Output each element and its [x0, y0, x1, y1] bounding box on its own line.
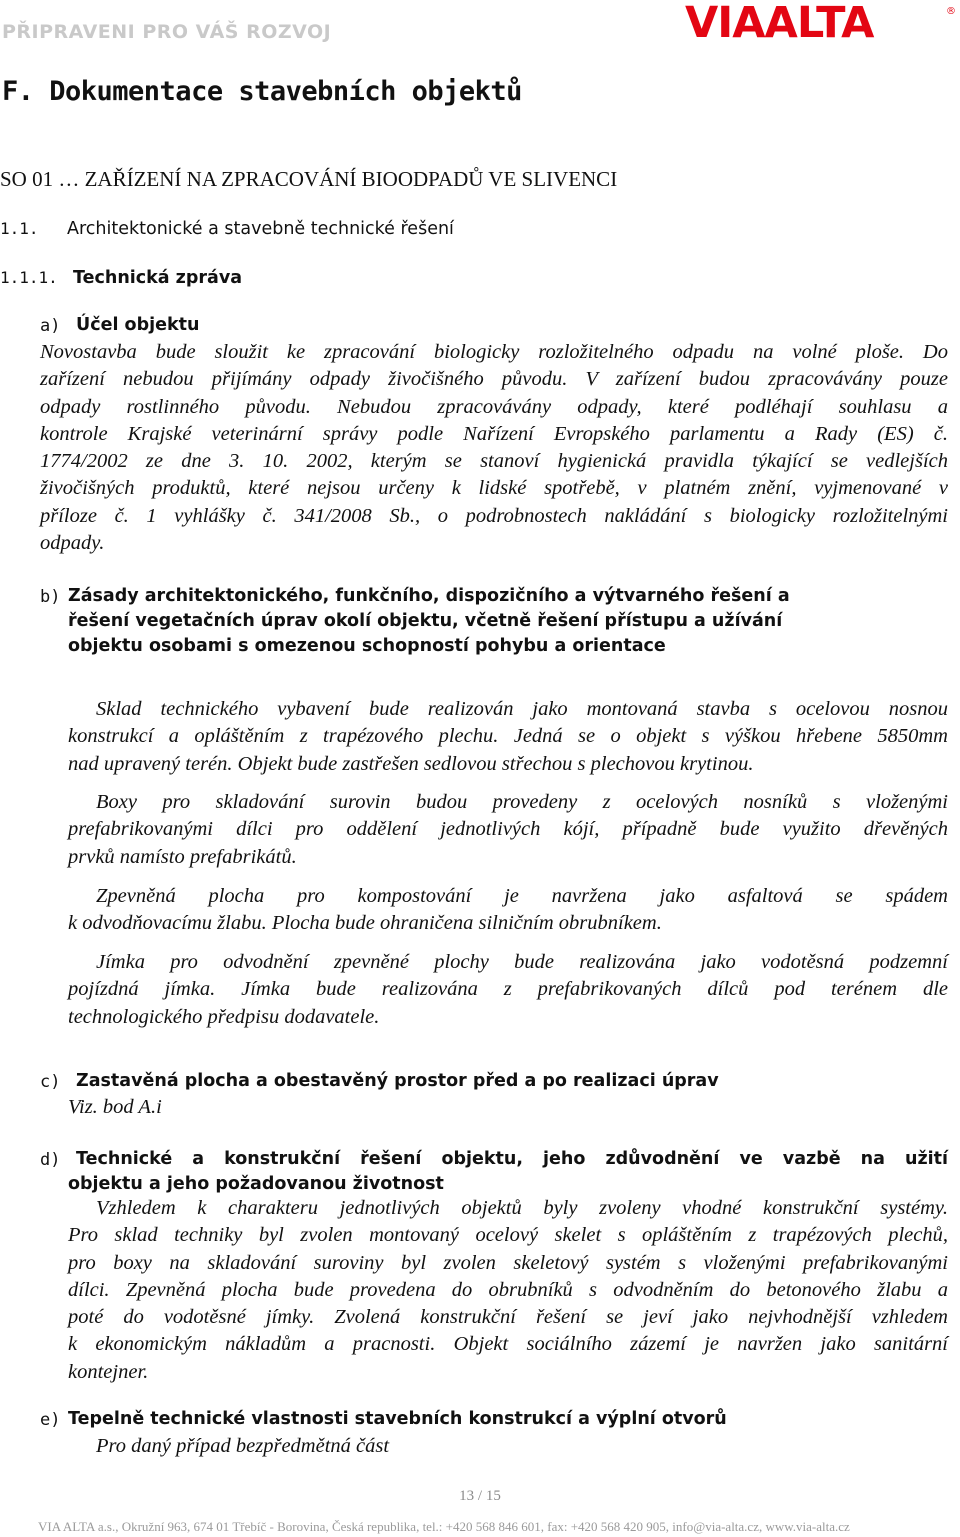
text-line: 1774/2002 ze dne 3. 10. 2002, kterým se stanoví hygienická pravidla týkající se vedlejších: [40, 450, 948, 473]
company-logo: [683, 0, 960, 48]
item-b-paragraph-4: [68, 949, 948, 1031]
section-1-1-1: [0, 268, 243, 288]
text-line: prvků namísto prefabrikátů.: [68, 845, 297, 868]
item-b-title: [68, 584, 928, 659]
item-a-label: a): [40, 316, 61, 336]
item-e-text: [96, 1433, 389, 1460]
item-b-label: b): [40, 587, 61, 607]
title-line: Zásady architektonického, funkčního, dispozičního a výtvarného řešení a: [68, 586, 790, 606]
text-line: Zpevněná plocha pro kompostování je navržena jako asfaltová se spádem: [96, 885, 948, 907]
item-a-title: Účel objektu: [76, 315, 200, 335]
item-d-paragraph: [68, 1195, 948, 1386]
text-line: kontejner.: [68, 1360, 149, 1383]
section-title: Technická zpráva: [73, 268, 243, 288]
text-line: Novostavba bude sloužit ke zpracování biologicky rozložitelného odpadu na volné ploše. Do: [40, 341, 948, 363]
section-title: Architektonické a stavebně technické řešení: [67, 219, 454, 239]
title-line: řešení vegetačních úprav okolí objektu, včetně řešení přístupu a užívání: [68, 611, 783, 631]
text-line: živočišných produktů, které nejsou určeny k lidské spotřebě, v platném znění, vyjmenované v: [40, 477, 948, 500]
item-d-label: d): [40, 1150, 61, 1170]
text-line: nad upravený terén. Objekt bude zastřešen sedlovou střechou s plechovou krytinou.: [68, 752, 754, 775]
text-line: pro boxy na skladování suroviny byl zvolen skeletový systém s vloženými prefabrikovanými: [68, 1251, 948, 1274]
item-b-paragraph-3: [68, 883, 948, 938]
text-line: zařízení nebudou přijímány odpady živočišného původu. V zařízení budou zpracovávány pouze: [40, 368, 948, 391]
logo-text: VIAALTA: [685, 0, 874, 48]
item-e-label: e): [40, 1410, 61, 1430]
text-line: Sklad technického vybavení bude realizován jako montovaná stavba s ocelovou nosnou: [96, 698, 948, 720]
footer-contact: VIA ALTA a.s., Okružní 963, 674 01 Třebíč - Borovina, Česká republika, tel.: +420 568 846 601, fax: +420 568 420 905, info@via-alta.cz, www.via-alta.cz: [38, 1519, 850, 1534]
item-c-text: [68, 1094, 162, 1121]
title-line: objektu osobami s omezenou schopností pohybu a orientace: [68, 636, 666, 656]
text-line: Pro daný případ bezpředmětná část: [96, 1435, 390, 1457]
text-line: poté do vodotěsné jímky. Zvolená konstrukční řešení se jeví jako nejvhodnější vzhledem: [68, 1306, 948, 1329]
page-number: 13 / 15: [459, 1488, 501, 1504]
document-title: F. Dokumentace stavebních objektů: [2, 76, 522, 107]
text-line: Boxy pro skladování surovin budou provedeny z ocelových nosníků s vloženými: [96, 791, 948, 813]
registered-mark: ®: [946, 6, 956, 17]
item-d-title: [76, 1147, 948, 1172]
text-line: příloze č. 1 vyhlášky č. 341/2008 Sb., o podrobnostech nakládání s biologicky rozložitelnými: [40, 504, 948, 527]
text-line: Pro sklad techniky byl zvolen montovaný ocelový skelet s opláštěním z trapézových plechů,: [68, 1224, 948, 1247]
text-line: prefabrikovanými dílci pro oddělení jednotlivých kójí, případně bude využito dřevěných: [68, 818, 948, 841]
item-e-title: Tepelně technické vlastnosti stavebních konstrukcí a výplní otvorů: [68, 1409, 727, 1429]
item-a-paragraph: [40, 339, 948, 557]
text-line: Jímka pro odvodnění zpevněné plochy bude realizována jako vodotěsná podzemní: [96, 951, 948, 973]
item-c-label: c): [40, 1072, 61, 1092]
text-line: dílci. Zpevněná plocha bude provedena do obrubníků s odvodněním do betonového žlabu a: [68, 1278, 948, 1301]
text-line: Viz. bod A.i: [68, 1096, 162, 1118]
title-line: Technické a konstrukční řešení objektu, jeho zdůvodnění ve vazbě na užití: [76, 1149, 948, 1169]
text-line: k odvodňovacímu žlabu. Plocha bude ohraničena silničním obrubníkem.: [68, 912, 662, 935]
item-b-paragraph-2: [68, 789, 948, 871]
text-line: konstrukcí a opláštěním z trapézového plechu. Jedná se o objekt s výškou hřebene 5850mm: [68, 725, 948, 748]
header-tagline: PŘIPRAVENI PRO VÁŠ ROZVOJ: [2, 21, 332, 43]
text-line: k ekonomickým nákladům a pracnosti. Objekt sociálního zázemí je navržen jako sanitární: [68, 1333, 948, 1356]
text-line: odpady.: [40, 532, 105, 555]
text-line: Vzhledem k charakteru jednotlivých objektů byly zvoleny vhodné konstrukční systémy.: [96, 1197, 948, 1219]
text-line: kontrole Krajské veterinární správy podle Nařízení Evropského parlamentu a Rady (ES) č.: [40, 422, 948, 445]
object-heading: SO 01 … ZAŘÍZENÍ NA ZPRACOVÁNÍ BIOODPADŮ VE SLIVENCI: [0, 167, 618, 191]
item-d-title-line-2: objektu a jeho požadovanou životnost: [68, 1174, 444, 1194]
text-line: pojízdná jímka. Jímka bude realizována z prefabrikovaných dílců pod terénem dle: [68, 978, 948, 1001]
item-b-paragraph-1: [68, 696, 948, 778]
item-c-title: Zastavěná plocha a obestavěný prostor před a po realizaci úprav: [76, 1071, 719, 1091]
section-1-1: [0, 219, 454, 239]
text-line: odpady rostlinného původu. Nebudou zpracovávány odpady, které podléhají souhlasu a: [40, 395, 948, 418]
section-number: 1.1.1.: [0, 268, 58, 287]
text-line: technologického předpisu dodavatele.: [68, 1005, 380, 1028]
section-number: 1.1.: [0, 219, 39, 238]
